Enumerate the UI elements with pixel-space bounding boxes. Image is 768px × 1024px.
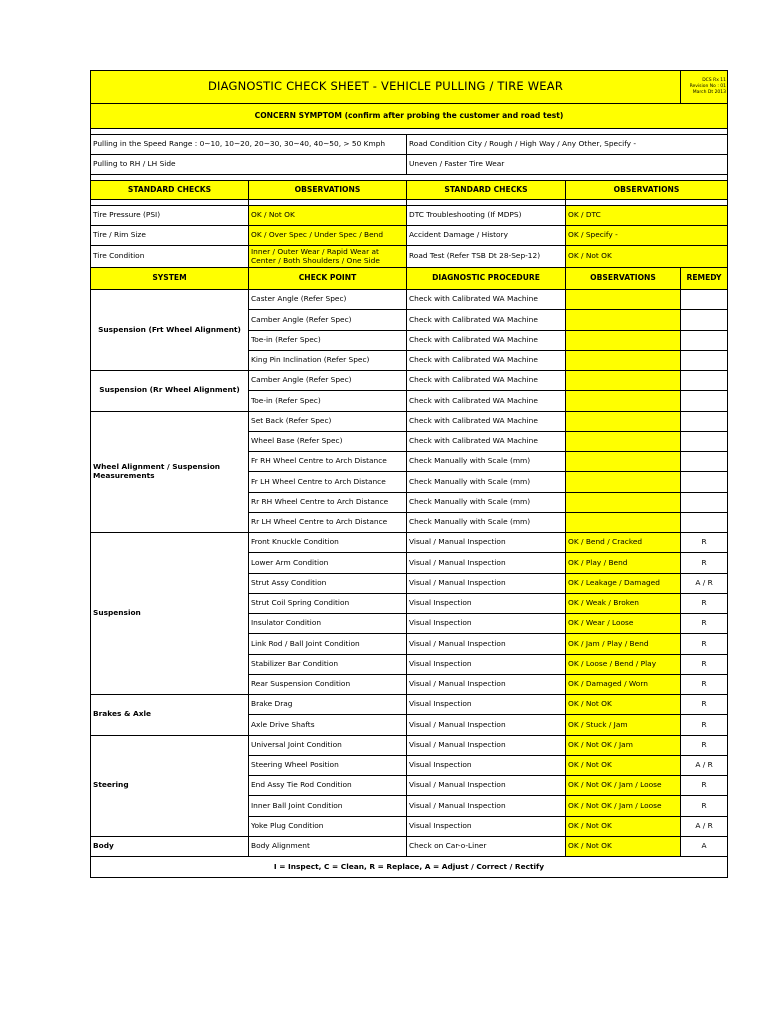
diagnostic-procedure: Visual / Manual Inspection (407, 776, 566, 796)
check-point: Steering Wheel Position (249, 755, 407, 775)
system-header: OBSERVATIONS (566, 268, 681, 290)
observation-cell[interactable]: OK / Wear / Loose (566, 614, 681, 634)
system-name: Steering (91, 735, 249, 836)
system-name: Suspension (Frt Wheel Alignment) (91, 290, 249, 371)
remedy-cell[interactable] (681, 512, 728, 532)
standard-observation[interactable]: OK / DTC (566, 206, 728, 226)
standard-header-row (91, 181, 728, 200)
standard-observation[interactable]: OK / Over Spec / Under Spec / Bend (249, 226, 407, 246)
sheet-title: DIAGNOSTIC CHECK SHEET - VEHICLE PULLING / TIRE WEAR (91, 71, 681, 104)
standard-check: DTC Troubleshooting (If MDPS) (407, 206, 566, 226)
diagnostic-procedure: Visual Inspection (407, 614, 566, 634)
observation-cell[interactable]: OK / Leakage / Damaged (566, 573, 681, 593)
remedy-cell[interactable] (681, 391, 728, 411)
check-point: Insulator Condition (249, 614, 407, 634)
diagnostic-procedure: Visual Inspection (407, 816, 566, 836)
check-point: Stabilizer Bar Condition (249, 654, 407, 674)
check-point: Brake Drag (249, 695, 407, 715)
diagnostic-procedure: Visual / Manual Inspection (407, 573, 566, 593)
concern-row (91, 135, 728, 155)
standard-check: Tire / Rim Size (91, 226, 249, 246)
standard-observation[interactable]: OK / Not OK (566, 246, 728, 268)
observation-cell[interactable]: OK / Stuck / Jam (566, 715, 681, 735)
observation-cell[interactable] (566, 452, 681, 472)
system-row (91, 695, 728, 715)
check-point: Set Back (Refer Spec) (249, 411, 407, 431)
diagnostic-procedure: Visual / Manual Inspection (407, 674, 566, 694)
check-sheet (90, 70, 727, 878)
system-row (91, 735, 728, 755)
remedy-cell[interactable] (681, 411, 728, 431)
diagnostic-procedure: Visual / Manual Inspection (407, 796, 566, 816)
diagnostic-procedure: Check with Calibrated WA Machine (407, 431, 566, 451)
check-point: Strut Coil Spring Condition (249, 593, 407, 613)
standard-check: Tire Pressure (PSI) (91, 206, 249, 226)
check-point: Lower Arm Condition (249, 553, 407, 573)
remedy-cell[interactable] (681, 472, 728, 492)
remedy-cell[interactable]: A / R (681, 816, 728, 836)
remedy-cell[interactable]: R (681, 593, 728, 613)
check-point: Toe-in (Refer Spec) (249, 330, 407, 350)
check-point: Yoke Plug Condition (249, 816, 407, 836)
check-point: Rr RH Wheel Centre to Arch Distance (249, 492, 407, 512)
remedy-cell[interactable] (681, 350, 728, 370)
remedy-cell[interactable]: A / R (681, 573, 728, 593)
standard-header: STANDARD CHECKS (407, 181, 566, 200)
diagnostic-procedure: Check Manually with Scale (mm) (407, 452, 566, 472)
remedy-cell[interactable]: R (681, 614, 728, 634)
diagnostic-procedure: Visual Inspection (407, 654, 566, 674)
system-header-row (91, 268, 728, 290)
observation-cell[interactable] (566, 310, 681, 330)
observation-cell[interactable]: OK / Jam / Play / Bend (566, 634, 681, 654)
concern-cell[interactable]: Pulling in the Speed Range : 0~10, 10~20, 20~30, 30~40, 40~50, > 50 Kmph (91, 135, 407, 155)
check-point: Rear Suspension Condition (249, 674, 407, 694)
check-point: Fr RH Wheel Centre to Arch Distance (249, 452, 407, 472)
concern-header-row (91, 104, 728, 129)
doc-number: DCS Rx 11 (702, 78, 727, 84)
system-row (91, 411, 728, 431)
system-name: Body (91, 836, 249, 856)
check-point: Fr LH Wheel Centre to Arch Distance (249, 472, 407, 492)
remedy-cell[interactable]: R (681, 796, 728, 816)
remedy-cell[interactable]: R (681, 553, 728, 573)
diagnostic-procedure: Visual Inspection (407, 593, 566, 613)
system-row (91, 290, 728, 310)
check-sheet-table (90, 70, 728, 878)
observation-cell[interactable] (566, 391, 681, 411)
system-name: Brakes & Axle (91, 695, 249, 736)
system-row (91, 371, 728, 391)
diagnostic-procedure: Check with Calibrated WA Machine (407, 350, 566, 370)
diagnostic-procedure: Visual Inspection (407, 695, 566, 715)
remedy-cell[interactable]: R (681, 776, 728, 796)
standard-header: OBSERVATIONS (249, 181, 407, 200)
remedy-cell[interactable] (681, 431, 728, 451)
observation-cell[interactable] (566, 512, 681, 532)
observation-cell[interactable] (566, 330, 681, 350)
system-row (91, 533, 728, 553)
standard-check: Accident Damage / History (407, 226, 566, 246)
remedy-cell[interactable]: R (681, 695, 728, 715)
standard-observation[interactable]: OK / Not OK (249, 206, 407, 226)
standard-row (91, 226, 728, 246)
observation-cell[interactable] (566, 290, 681, 310)
remedy-cell[interactable] (681, 371, 728, 391)
remedy-cell[interactable] (681, 310, 728, 330)
observation-cell[interactable] (566, 472, 681, 492)
check-point: Axle Drive Shafts (249, 715, 407, 735)
standard-check: Tire Condition (91, 246, 249, 268)
diagnostic-procedure: Visual / Manual Inspection (407, 715, 566, 735)
diagnostic-procedure: Visual / Manual Inspection (407, 533, 566, 553)
observation-cell[interactable] (566, 492, 681, 512)
standard-check: Road Test (Refer TSB Dt 28-Sep-12) (407, 246, 566, 268)
observation-cell[interactable]: OK / Play / Bend (566, 553, 681, 573)
observation-cell[interactable]: OK / Not OK (566, 836, 681, 856)
check-point: Link Rod / Ball Joint Condition (249, 634, 407, 654)
remedy-cell[interactable] (681, 452, 728, 472)
observation-cell[interactable]: OK / Weak / Broken (566, 593, 681, 613)
observation-cell[interactable]: OK / Not OK (566, 816, 681, 836)
diagnostic-procedure: Check Manually with Scale (mm) (407, 512, 566, 532)
check-point: King Pin Inclination (Refer Spec) (249, 350, 407, 370)
system-row (91, 836, 728, 856)
remedy-cell[interactable] (681, 492, 728, 512)
concern-row (91, 155, 728, 175)
observation-cell[interactable]: OK / Damaged / Worn (566, 674, 681, 694)
concern-cell[interactable]: Road Condition City / Rough / High Way / Any Other, Specify - (407, 135, 728, 155)
doc-meta (681, 71, 728, 104)
remedy-cell[interactable]: R (681, 735, 728, 755)
standard-header: OBSERVATIONS (566, 181, 728, 200)
check-point: Camber Angle (Refer Spec) (249, 371, 407, 391)
standard-row (91, 206, 728, 226)
system-header: DIAGNOSTIC PROCEDURE (407, 268, 566, 290)
diagnostic-procedure: Visual Inspection (407, 755, 566, 775)
observation-cell[interactable]: OK / Not OK (566, 695, 681, 715)
remedy-cell[interactable]: A / R (681, 755, 728, 775)
concern-cell[interactable]: Pulling to RH / LH Side (91, 155, 407, 175)
remedy-cell[interactable]: R (681, 634, 728, 654)
diagnostic-procedure: Check with Calibrated WA Machine (407, 330, 566, 350)
observation-cell[interactable]: OK / Not OK (566, 755, 681, 775)
check-point: Rr LH Wheel Centre to Arch Distance (249, 512, 407, 532)
standard-row (91, 246, 728, 268)
diagnostic-procedure: Check with Calibrated WA Machine (407, 310, 566, 330)
title-row (91, 71, 728, 104)
remedy-cell[interactable]: R (681, 674, 728, 694)
check-point: End Assy Tie Rod Condition (249, 776, 407, 796)
observation-cell[interactable] (566, 411, 681, 431)
check-point: Toe-in (Refer Spec) (249, 391, 407, 411)
system-header: SYSTEM (91, 268, 249, 290)
remedy-legend: I = Inspect, C = Clean, R = Replace, A = Adjust / Correct / Rectify (91, 857, 728, 878)
observation-cell[interactable]: OK / Not OK / Jam / Loose (566, 776, 681, 796)
diagnostic-procedure: Visual / Manual Inspection (407, 553, 566, 573)
system-header: REMEDY (681, 268, 728, 290)
revision-date: March Dt 2013 (692, 89, 727, 95)
system-name: Suspension (91, 533, 249, 695)
observation-cell[interactable]: OK / Loose / Bend / Play (566, 654, 681, 674)
check-point: Front Knuckle Condition (249, 533, 407, 553)
remedy-cell[interactable] (681, 290, 728, 310)
remedy-cell[interactable]: R (681, 533, 728, 553)
remedy-cell[interactable]: R (681, 654, 728, 674)
diagnostic-procedure: Check Manually with Scale (mm) (407, 492, 566, 512)
legend-row (91, 857, 728, 878)
diagnostic-procedure: Check with Calibrated WA Machine (407, 290, 566, 310)
remedy-cell[interactable]: R (681, 715, 728, 735)
check-point: Camber Angle (Refer Spec) (249, 310, 407, 330)
observation-cell[interactable] (566, 371, 681, 391)
observation-cell[interactable] (566, 350, 681, 370)
diagnostic-procedure: Check Manually with Scale (mm) (407, 472, 566, 492)
diagnostic-procedure: Check with Calibrated WA Machine (407, 411, 566, 431)
diagnostic-procedure: Visual / Manual Inspection (407, 634, 566, 654)
system-name: Wheel Alignment / Suspension Measurements (91, 411, 249, 533)
observation-cell[interactable]: OK / Bend / Cracked (566, 533, 681, 553)
standard-observation[interactable]: OK / Specify - (566, 226, 728, 246)
check-point: Caster Angle (Refer Spec) (249, 290, 407, 310)
check-point: Body Alignment (249, 836, 407, 856)
concern-cell[interactable]: Uneven / Faster Tire Wear (407, 155, 728, 175)
remedy-cell[interactable]: A (681, 836, 728, 856)
check-point: Universal Joint Condition (249, 735, 407, 755)
diagnostic-procedure: Visual / Manual Inspection (407, 735, 566, 755)
observation-cell[interactable]: OK / Not OK / Jam (566, 735, 681, 755)
system-header: CHECK POINT (249, 268, 407, 290)
check-point: Inner Ball Joint Condition (249, 796, 407, 816)
concern-header: CONCERN SYMPTOM (confirm after probing the customer and road test) (91, 104, 728, 129)
standard-header: STANDARD CHECKS (91, 181, 249, 200)
observation-cell[interactable] (566, 431, 681, 451)
diagnostic-procedure: Check with Calibrated WA Machine (407, 391, 566, 411)
system-name: Suspension (Rr Wheel Alignment) (91, 371, 249, 412)
diagnostic-procedure: Check with Calibrated WA Machine (407, 371, 566, 391)
check-point: Strut Assy Condition (249, 573, 407, 593)
revision-number: Revision No : 01 (689, 84, 727, 90)
diagnostic-procedure: Check on Car-o-Liner (407, 836, 566, 856)
observation-cell[interactable]: OK / Not OK / Jam / Loose (566, 796, 681, 816)
check-point: Wheel Base (Refer Spec) (249, 431, 407, 451)
remedy-cell[interactable] (681, 330, 728, 350)
standard-observation[interactable]: Inner / Outer Wear / Rapid Wear at Center / Both Shoulders / One Side (249, 246, 407, 268)
